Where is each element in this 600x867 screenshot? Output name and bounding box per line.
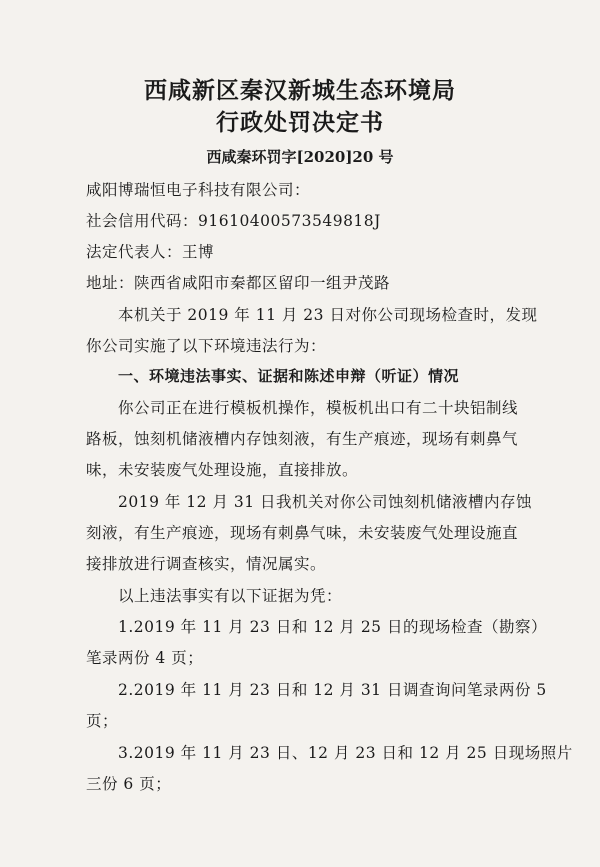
- paragraph2-line3: 接排放进行调查核实，情况属实。: [86, 555, 327, 573]
- credit-code: 社会信用代码：91610400573549818J: [86, 212, 381, 230]
- evidence2-line2: 页；: [86, 712, 119, 730]
- recipient-company: 咸阳博瑞恒电子科技有限公司：: [86, 181, 311, 199]
- document-number: 西咸秦环罚字[2020]20 号: [206, 148, 394, 166]
- document-title-line2: 行政处罚决定书: [216, 110, 384, 136]
- address: 地址：陕西省咸阳市秦都区留印一组尹茂路: [86, 274, 391, 292]
- evidence3-line2: 三份 6 页；: [86, 775, 172, 793]
- intro-line2: 你公司实施了以下环境违法行为：: [86, 337, 327, 355]
- document-title-line1: 西咸新区秦汉新城生态环境局: [144, 78, 456, 104]
- intro-line1: 本机关于 2019 年 11 月 23 日对你公司现场检查时，发现: [118, 306, 538, 324]
- evidence1-line2: 笔录两份 4 页；: [86, 649, 204, 667]
- evidence3-line1: 3.2019 年 11 月 23 日、12 月 23 日和 12 月 25 日现场照片: [118, 744, 573, 762]
- paragraph1-line2: 路板，蚀刻机储液槽内存蚀刻液，有生产痕迹，现场有刺鼻气: [86, 430, 519, 448]
- legal-representative: 法定代表人：王博: [86, 243, 215, 261]
- evidence-intro: 以上违法事实有以下证据为凭：: [118, 587, 343, 605]
- evidence2-line1: 2.2019 年 11 月 23 日和 12 月 31 日调查询问笔录两份 5: [118, 681, 547, 699]
- paragraph1-line1: 你公司正在进行模板机操作，模板机出口有二十块铝制线: [118, 399, 519, 417]
- paragraph2-line1: 2019 年 12 月 31 日我机关对你公司蚀刻机储液槽内存蚀: [118, 493, 533, 511]
- section1-heading: 一、环境违法事实、证据和陈述申辩（听证）情况: [118, 367, 460, 385]
- paragraph2-line2: 刻液，有生产痕迹，现场有刺鼻气味，未安装废气处理设施直: [86, 524, 519, 542]
- evidence1-line1: 1.2019 年 11 月 23 日和 12 月 25 日的现场检查（勘察）: [118, 618, 547, 636]
- paragraph1-line3: 味，未安装废气处理设施，直接排放。: [86, 461, 359, 479]
